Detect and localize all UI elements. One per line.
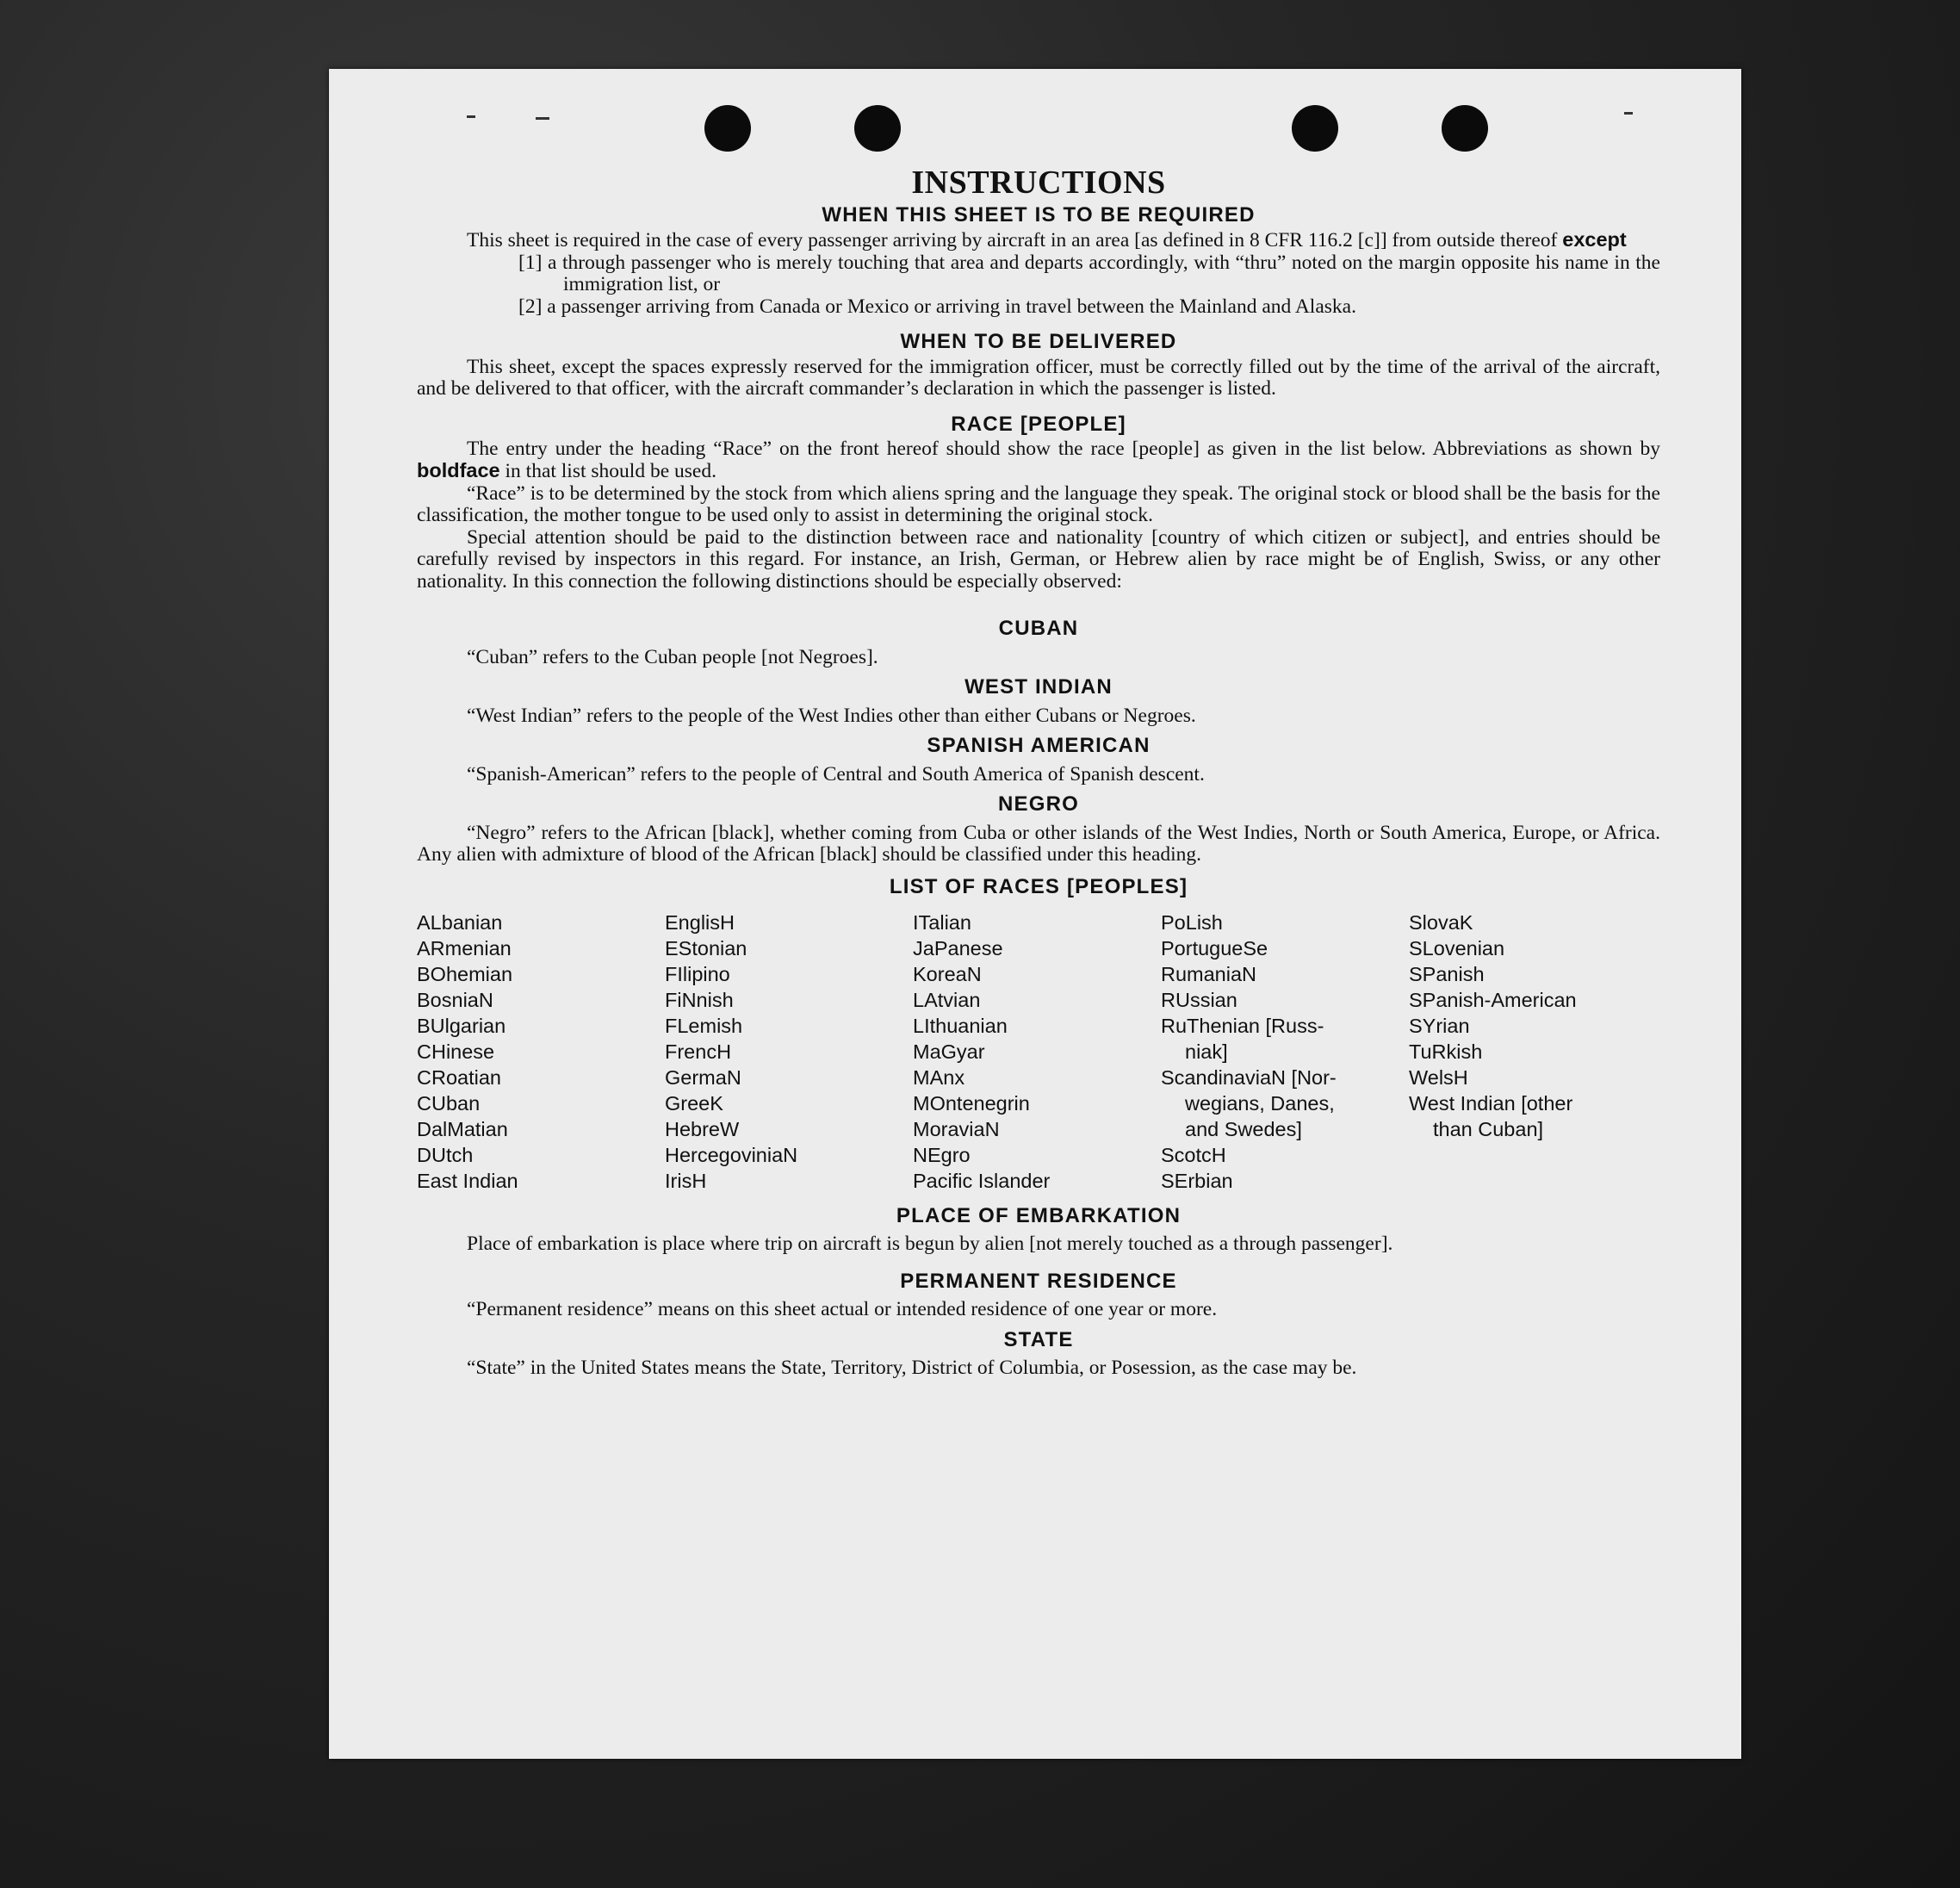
list-item: ScandinaviaN [Nor-	[1161, 1065, 1337, 1089]
state-text: “State” in the United States means the State, Territory, District of Columbia, or Posession, as the case may be.	[467, 1357, 1357, 1380]
races-column-1	[417, 910, 665, 1194]
races-column-2	[665, 910, 913, 1194]
cuban-text: “Cuban” refers to the Cuban people [not Negroes].	[467, 645, 878, 668]
section-heading-spanish-american: SPANISH AMERICAN	[927, 734, 1151, 758]
list-item: WelsH	[1409, 1065, 1468, 1089]
list-item: EnglisH	[665, 910, 735, 934]
list-item: than Cuban]	[1433, 1117, 1544, 1140]
list-item: SlovaK	[1409, 910, 1473, 934]
list-item: HebreW	[665, 1117, 740, 1140]
list-item: BOhemian	[417, 962, 513, 985]
list-item: SPanish-American	[1409, 988, 1577, 1011]
scan-mark	[1624, 112, 1633, 115]
races-column-3	[913, 910, 1161, 1194]
section-heading-negro: NEGRO	[997, 792, 1079, 817]
delivered-text: This sheet, except the spaces expressly reserved for the immigration officer, must be correctly filled out by the time of the arrival of the aircraft, and be delivered to that officer, with the aircraft commander’s declaration in which the passenger is listed.	[417, 355, 1660, 401]
list-item: FIlipino	[665, 962, 730, 985]
list-item: HercegoviniaN	[665, 1143, 798, 1166]
spanish-american-text: “Spanish-American” refers to the people of Central and South America of Spanish descent.	[467, 762, 1205, 786]
list-item: SYrian	[1409, 1014, 1470, 1037]
list-item: SPanish	[1409, 962, 1485, 985]
negro-text: “Negro” refers to the African [black], whether coming from Cuba or other islands of the West Indies, North or South America, Europe, or Africa. Any alien with admixture of blood of the African [black] should be classified under this heading.	[417, 821, 1660, 866]
list-item: BUlgarian	[417, 1014, 506, 1037]
list-item: SErbian	[1161, 1169, 1233, 1192]
races-list	[417, 910, 1660, 1194]
list-item: niak]	[1185, 1040, 1228, 1063]
section-heading-west-indian: WEST INDIAN	[964, 675, 1113, 699]
list-item: ITalian	[913, 910, 971, 934]
scan-mark	[467, 115, 475, 118]
punch-hole-icon	[854, 105, 901, 152]
list-item: ALbanian	[417, 910, 503, 934]
list-item: MAnx	[913, 1065, 965, 1089]
list-item: IrisH	[665, 1169, 707, 1192]
list-item: ARmenian	[417, 936, 512, 960]
list-item: RUssian	[1161, 988, 1237, 1011]
punch-hole-icon	[1292, 105, 1338, 152]
list-item: NEgro	[913, 1143, 971, 1166]
list-item: East Indian	[417, 1169, 518, 1192]
section-heading-state: STATE	[1003, 1327, 1074, 1351]
embarkation-text: Place of embarkation is place where trip on aircraft is begun by alien [not merely touched as a through passenger].	[467, 1233, 1393, 1256]
section-heading-list: LIST OF RACES [PEOPLES]	[889, 874, 1188, 898]
list-item: PoLish	[1161, 910, 1223, 934]
list-item: wegians, Danes,	[1185, 1091, 1335, 1115]
punch-hole-icon	[1442, 105, 1488, 152]
page-title: INSTRUCTIONS	[911, 165, 1166, 201]
list-item: PortugueSe	[1161, 936, 1268, 960]
required-item-1: [1] a through passenger who is merely touching that area and departs accordingly, with “thru” noted on the margin opposite his name in the immigration list, or	[518, 251, 1660, 296]
section-heading-residence: PERMANENT RESIDENCE	[900, 1269, 1177, 1293]
section-heading-required: WHEN THIS SHEET IS TO BE REQUIRED	[822, 202, 1256, 227]
list-item: MoraviaN	[913, 1117, 1000, 1140]
list-item: FiNnish	[665, 988, 734, 1011]
race-paragraph-2: “Race” is to be determined by the stock from which aliens spring and the language they speak. The original stock or blood shall be the basis for the classification, the mother tongue to be used only to assist in determining the original stock.	[417, 481, 1660, 527]
list-item: FrencH	[665, 1040, 732, 1063]
list-item: CUban	[417, 1091, 481, 1115]
list-item: and Swedes]	[1185, 1117, 1302, 1140]
required-intro: This sheet is required in the case of every passenger arriving by aircraft in an area [as defined in 8 CFR 116.2 [c]] from outside thereof except	[467, 228, 1627, 252]
list-item: BosniaN	[417, 988, 493, 1011]
section-heading-delivered: WHEN TO BE DELIVERED	[900, 330, 1177, 354]
list-item: RumaniaN	[1161, 962, 1257, 985]
residence-text: “Permanent residence” means on this sheet actual or intended residence of one year or more.	[467, 1298, 1218, 1321]
list-item: CHinese	[417, 1040, 495, 1063]
list-item: West Indian [other	[1409, 1091, 1573, 1115]
list-item: DUtch	[417, 1143, 474, 1166]
section-heading-embarkation: PLACE OF EMBARKATION	[896, 1203, 1182, 1227]
list-item: MOntenegrin	[913, 1091, 1030, 1115]
list-item: SLovenian	[1409, 936, 1505, 960]
race-paragraph-1: The entry under the heading “Race” on the front hereof should show the race [people] as given in the list below. Abbreviations as shown by boldface in that list should be used.	[417, 437, 1660, 483]
list-item: CRoatian	[417, 1065, 501, 1089]
races-column-5	[1409, 910, 1667, 1194]
list-item: ScotcH	[1161, 1143, 1226, 1166]
list-item: FLemish	[665, 1014, 743, 1037]
list-item: MaGyar	[913, 1040, 985, 1063]
west-indian-text: “West Indian” refers to the people of the West Indies other than either Cubans or Negroes.	[467, 704, 1196, 727]
section-heading-race: RACE [PEOPLE]	[951, 412, 1126, 436]
list-item: DalMatian	[417, 1117, 508, 1140]
list-item: GermaN	[665, 1065, 741, 1089]
list-item: JaPanese	[913, 936, 1003, 960]
list-item: LAtvian	[913, 988, 981, 1011]
list-item: KoreaN	[913, 962, 982, 985]
races-column-4	[1161, 910, 1409, 1194]
instructions-content	[417, 165, 1660, 1380]
scan-mark	[536, 117, 549, 120]
list-item: Pacific Islander	[913, 1169, 1051, 1192]
list-item: LIthuanian	[913, 1014, 1008, 1037]
list-item: TuRkish	[1409, 1040, 1483, 1063]
section-heading-cuban: CUBAN	[998, 617, 1079, 641]
document-sheet	[329, 69, 1741, 1759]
punch-hole-icon	[704, 105, 751, 152]
race-paragraph-3: Special attention should be paid to the distinction between race and nationality [country of which citizen or subject], and entries should be carefully revised by inspectors in this regard. For instance, an Irish, German, or Hebrew alien by race might be of English, Swiss, or any other nationality. In this connection the following distinctions should be especially observed:	[417, 525, 1660, 593]
list-item: EStonian	[665, 936, 747, 960]
list-item: RuThenian [Russ-	[1161, 1014, 1324, 1037]
list-item: GreeK	[665, 1091, 723, 1115]
required-item-2: [2] a passenger arriving from Canada or Mexico or arriving in travel between the Mainland and Alaska.	[518, 295, 1356, 318]
